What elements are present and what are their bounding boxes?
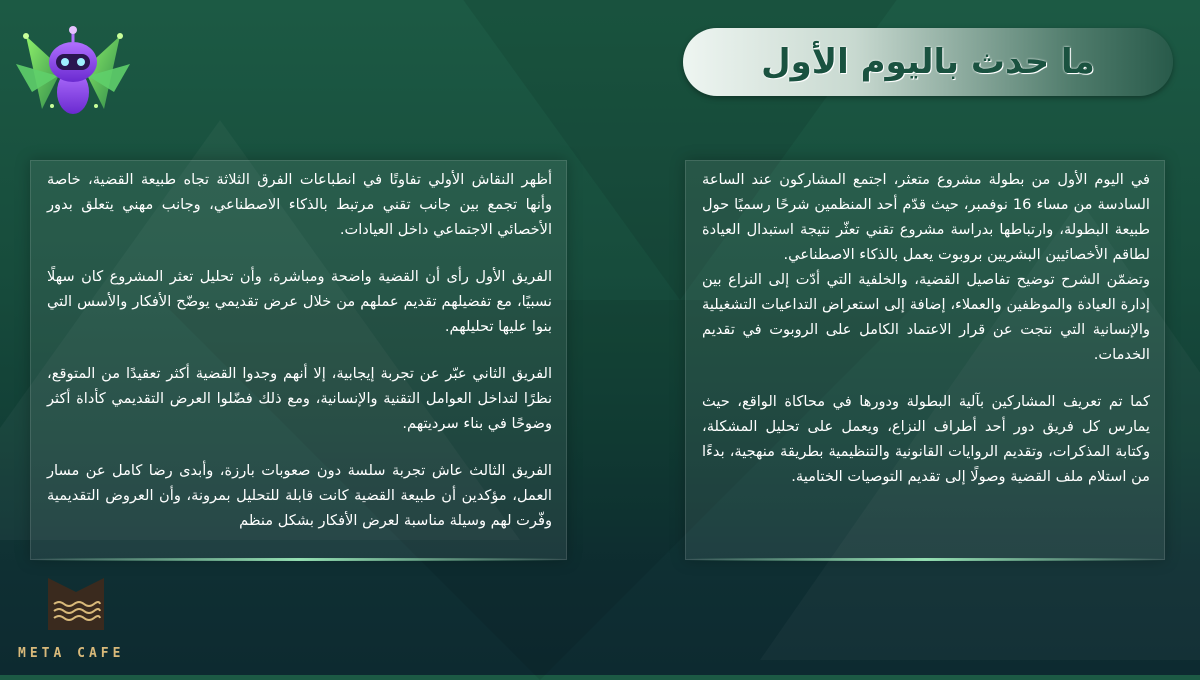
summary-paragraph: كما تم تعريف المشاركين بآلية البطولة ودورها في محاكاة الواقع، حيث يمارس كل فريق دور أحد أطراف النزاع، ويعمل على تحليل المشكلة، وكتابة المذكرات، وتقديم الروايات القانونية والتنظيمية بطريقة منهجية، بدءًا من استلام ملف القضية وصولًا إلى تقديم التوصيات الختامية. <box>702 393 1150 485</box>
brand-name: META CAFE <box>18 646 125 661</box>
robot-mascot-icon <box>12 14 134 124</box>
impressions-paragraph: الفريق الثالث عاش تجربة سلسة دون صعوبات بارزة، وأبدى رضا كامل عن مسار العمل، مؤكدين أن طبيعة القضية كانت قابلة للتحليل بمرونة، وأن العروض التقديمية وفّرت لهم وسيلة مناسبة لعرض الأفكار بشكل منظم <box>47 462 552 529</box>
day-one-summary-panel <box>685 160 1165 560</box>
teams-impressions-panel <box>30 160 567 560</box>
title-banner <box>683 28 1173 96</box>
impressions-paragraph: أظهر النقاش الأولي تفاوتًا في انطباعات الفرق الثلاثة تجاه طبيعة القضية، خاصة وأنها تجمع بين جانب تقني مرتبط بالذكاء الاصطناعي، وجانب مهني يتعلق بدور الأخصائي الاجتماعي داخل العيادات. <box>47 171 552 238</box>
impressions-paragraph: الفريق الأول رأى أن القضية واضحة ومباشرة، وأن تحليل تعثر المشروع كان سهلًا نسبيًا، مع تفضيلهم تقديم عملهم من خلال عرض تقديمي يوضّح الأفكار والأسس التي بنوا عليها تحليلهم. <box>47 268 552 335</box>
summary-paragraph: في اليوم الأول من بطولة مشروع متعثر، اجتمع المشاركون عند الساعة السادسة من مساء 16 نوفمبر، حيث قدّم أحد المنظمين شرحًا رسميًا حول طبيعة البطولة، وارتباطها بدراسة مشروع تقني تعثّر نتيجة استبدال العيادة لطاقم الأخصائيين البشريين بروبوت يعمل بالذكاء الاصطناعي. <box>702 171 1150 263</box>
summary-paragraph: وتضمّن الشرح توضيح تفاصيل القضية، والخلفية التي أدّت إلى النزاع بين إدارة العيادة والموظفين والعملاء، إضافة إلى استعراض التداعيات التشغيلية والإنسانية التي نتجت عن قرار الاعتماد الكامل على الروبوت في تقديم الخدمات. <box>702 271 1150 363</box>
impressions-paragraph: الفريق الثاني عبّر عن تجربة إيجابية، إلا أنهم وجدوا القضية أكثر تعقيدًا من المتوقع، نظرًا لتداخل العوامل التقنية والإنسانية، ومع ذلك فضّلوا العرض التقديمي كأداة أكثر وضوحًا في بناء سرديتهم. <box>47 365 552 432</box>
page-title: ما حدث باليوم الأول <box>761 42 1095 82</box>
cafe-wave-logo-icon <box>48 578 104 630</box>
